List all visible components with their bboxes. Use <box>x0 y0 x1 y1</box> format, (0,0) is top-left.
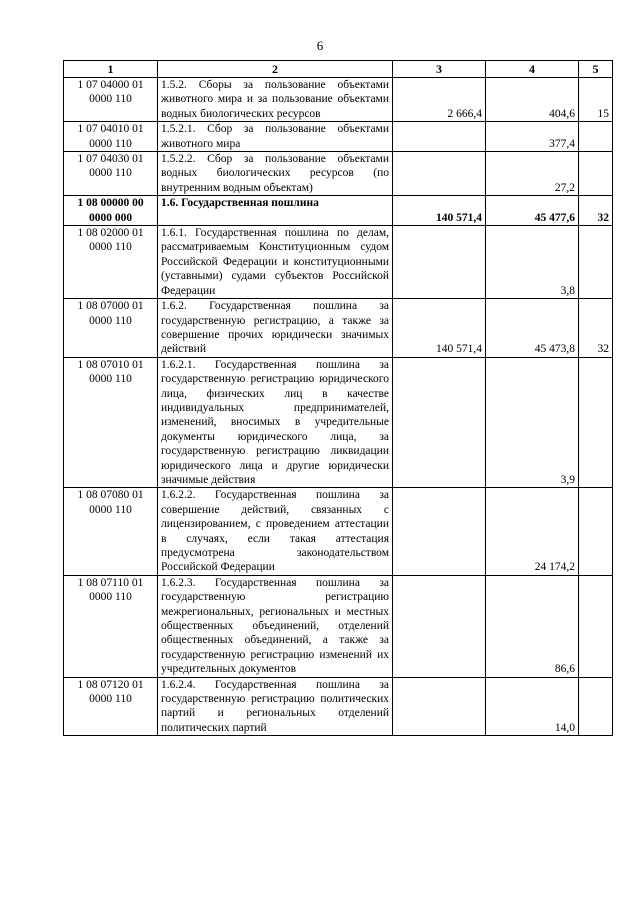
value-col3-cell: 140 571,4 <box>393 299 486 358</box>
table-row <box>64 78 613 122</box>
name-cell: 1.6.2.2. Государственная пошлина за совершение действий, связанных с лицензированием, с проведением аттестации в случаях, если такая аттестация предусмотрена законодательством Российской Федерации <box>158 488 393 575</box>
code-cell: 1 08 07010 01 0000 110 <box>64 357 158 488</box>
name-cell: 1.6. Государственная пошлина <box>158 196 393 226</box>
table-row <box>64 196 613 226</box>
header-row <box>64 61 613 78</box>
value-col3-cell: 140 571,4 <box>393 196 486 226</box>
value-col4-cell: 14,0 <box>486 677 579 736</box>
code-cell: 1 08 07110 01 0000 110 <box>64 575 158 677</box>
code-cell: 1 07 04000 01 0000 110 <box>64 78 158 122</box>
value-col3-cell <box>393 677 486 736</box>
value-col4-cell: 86,6 <box>486 575 579 677</box>
table-row <box>64 488 613 575</box>
value-col5-cell: 32 <box>579 196 613 226</box>
code-cell: 1 08 07120 01 0000 110 <box>64 677 158 736</box>
name-cell: 1.6.1. Государственная пошлина по делам, рассматриваемым Конституционным судом Российской Федерации и конституционными (уставными) судами субъектов Российской Федерации <box>158 226 393 299</box>
page-number: 6 <box>316 38 324 53</box>
value-col5-cell <box>579 575 613 677</box>
value-col5-cell: 15 <box>579 78 613 122</box>
code-cell: 1 07 04010 01 0000 110 <box>64 122 158 152</box>
name-cell: 1.6.2. Государственная пошлина за государственную регистрацию, а также за совершение прочих юридически значимых действий <box>158 299 393 358</box>
name-cell: 1.6.2.3. Государственная пошлина за государственную регистрацию межрегиональных, региональных и местных общественных объединений, отделений общественных объединений, а также за государственную регистрацию изменений их учредительных документов <box>158 575 393 677</box>
table-row <box>64 122 613 152</box>
value-col4-cell: 404,6 <box>486 78 579 122</box>
value-col3-cell <box>393 226 486 299</box>
code-cell: 1 08 02000 01 0000 110 <box>64 226 158 299</box>
column-header: 3 <box>393 61 486 78</box>
value-col4-cell: 27,2 <box>486 152 579 196</box>
name-cell: 1.5.2.2. Сбор за пользование объектами водных биологических ресурсов (по внутренним водным объектам) <box>158 152 393 196</box>
code-cell: 1 08 00000 00 0000 000 <box>64 196 158 226</box>
value-col5-cell <box>579 226 613 299</box>
value-col4-cell: 24 174,2 <box>486 488 579 575</box>
value-col5-cell <box>579 357 613 488</box>
value-col5-cell <box>579 488 613 575</box>
value-col4-cell: 3,8 <box>486 226 579 299</box>
code-cell: 1 08 07080 01 0000 110 <box>64 488 158 575</box>
value-col4-cell: 3,9 <box>486 357 579 488</box>
value-col3-cell <box>393 357 486 488</box>
name-cell: 1.6.2.1. Государственная пошлина за государственную регистрацию юридического лица, физических лиц в качестве индивидуальных предпринимателей, изменений, вносимых в учредительные документы юридического лица, за государственную регистрацию ликвидации юридического лица и другие юридически значимые действия <box>158 357 393 488</box>
code-cell: 1 08 07000 01 0000 110 <box>64 299 158 358</box>
value-col4-cell: 45 473,8 <box>486 299 579 358</box>
value-col3-cell <box>393 488 486 575</box>
name-cell: 1.5.2. Сборы за пользование объектами животного мира и за пользование объектами водных биологических ресурсов <box>158 78 393 122</box>
column-header: 2 <box>158 61 393 78</box>
column-header: 4 <box>486 61 579 78</box>
value-col5-cell <box>579 122 613 152</box>
value-col5-cell <box>579 152 613 196</box>
table-row <box>64 152 613 196</box>
table-row <box>64 299 613 358</box>
value-col3-cell <box>393 575 486 677</box>
column-header: 1 <box>64 61 158 78</box>
name-cell: 1.5.2.1. Сбор за пользование объектами животного мира <box>158 122 393 152</box>
column-header: 5 <box>579 61 613 78</box>
name-cell: 1.6.2.4. Государственная пошлина за государственную регистрацию политических партий и региональных отделений политических партий <box>158 677 393 736</box>
code-cell: 1 07 04030 01 0000 110 <box>64 152 158 196</box>
table-row <box>64 357 613 488</box>
value-col3-cell: 2 666,4 <box>393 78 486 122</box>
table-row <box>64 226 613 299</box>
value-col4-cell: 377,4 <box>486 122 579 152</box>
value-col4-cell: 45 477,6 <box>486 196 579 226</box>
value-col5-cell <box>579 677 613 736</box>
table-row <box>64 677 613 736</box>
budget-table <box>63 60 613 736</box>
value-col5-cell: 32 <box>579 299 613 358</box>
value-col3-cell <box>393 122 486 152</box>
value-col3-cell <box>393 152 486 196</box>
table-row <box>64 575 613 677</box>
